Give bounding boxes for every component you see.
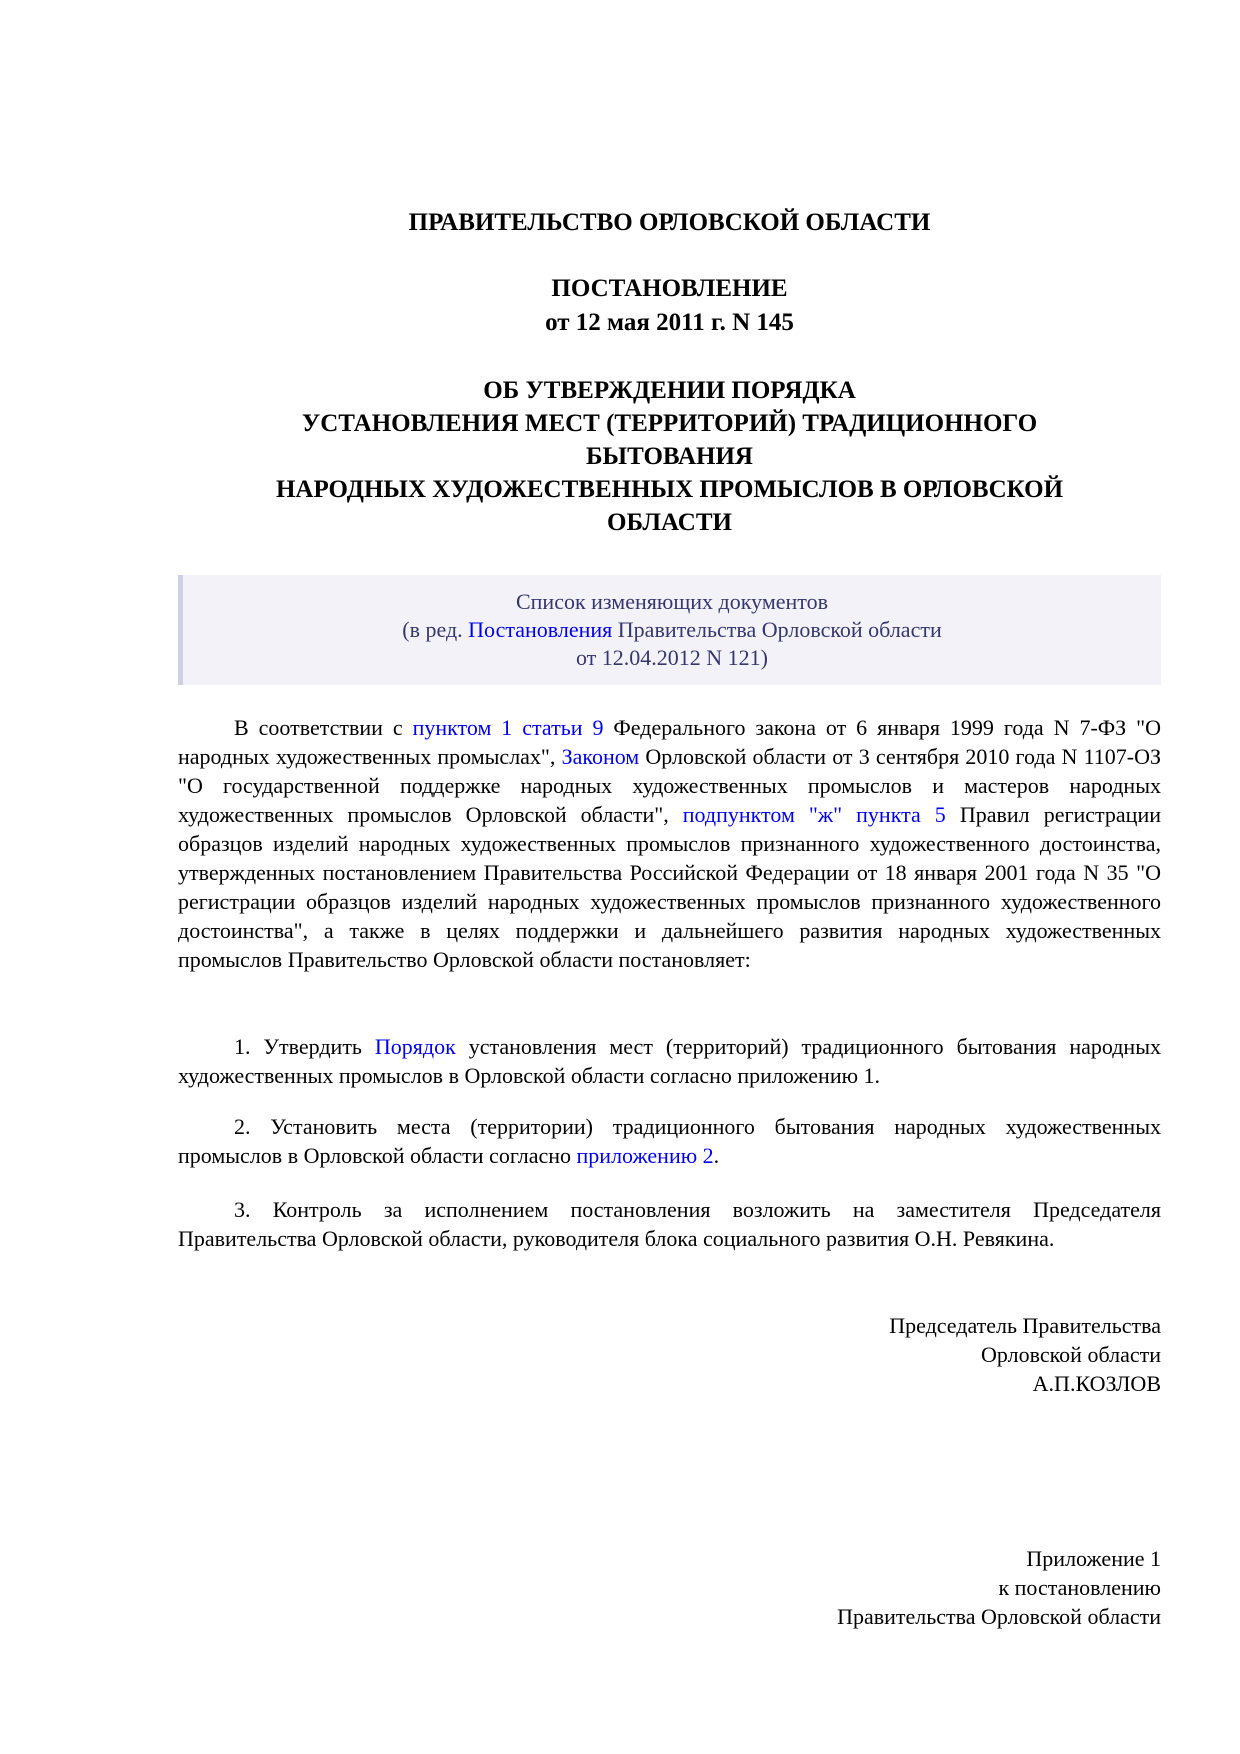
- changes-box: [178, 575, 1161, 685]
- appendix-header: [837, 1544, 1161, 1631]
- procedure-link[interactable]: Порядок: [374, 1034, 456, 1059]
- appendix-line: к постановлению: [998, 1575, 1161, 1600]
- regional-law-link[interactable]: Законом: [561, 744, 640, 769]
- appendix-2-link[interactable]: приложению 2: [576, 1143, 714, 1168]
- title-line: УСТАНОВЛЕНИЯ МЕСТ (ТЕРРИТОРИЙ) ТРАДИЦИОННОГО: [301, 410, 1038, 437]
- signature-name: А.П.КОЗЛОВ: [1032, 1371, 1161, 1396]
- preamble: [178, 713, 1161, 974]
- appendix-line: Правительства Орловской области: [837, 1604, 1161, 1629]
- text: .: [713, 1143, 720, 1168]
- text: 3. Контроль за исполнением постановления возложить на заместителя Председателя Правительства Орловской области, руководителя блока социального развития О.Н. Ревякина.: [178, 1197, 1161, 1251]
- text: Правил регистрации образцов изделий народных художественных промыслов признанного художественного достоинства, утвержденных постановлением Правительства Российской Федерации от 18 января 2001 года N 35 "О регистрации образцов изделий народных художественных промыслов признанного художественного достоинства", а также в целях поддержки и дальнейшего развития народных художественных промыслов Правительство Орловской области постановляет:: [178, 802, 1161, 972]
- signature-line: Орловской области: [981, 1342, 1161, 1367]
- item-2: [178, 1112, 1161, 1170]
- item-1: [178, 1032, 1161, 1090]
- amendment-link[interactable]: Постановления: [468, 617, 613, 642]
- text: 2. Установить места (территории) традиционного бытования народных художественных промыслов в Орловской области согласно: [178, 1114, 1161, 1168]
- text: В соответствии с: [234, 715, 413, 740]
- changes-date: от 12.04.2012 N 121): [575, 645, 769, 670]
- item-3: [178, 1195, 1161, 1253]
- title-line: ОБЛАСТИ: [607, 509, 732, 536]
- subparagraph-link[interactable]: подпунктом "ж" пункта 5: [682, 802, 946, 827]
- signature: [889, 1311, 1161, 1398]
- doc-date-number: от 12 мая 2011 г. N 145: [545, 309, 794, 336]
- text: (в ред.: [402, 617, 469, 642]
- text: Федерального закона от 6 января 1999 года N 7-ФЗ "О народных художественных промыслах",: [178, 715, 1161, 769]
- text: 1. Утвердить: [234, 1034, 375, 1059]
- text: Правительства Орловской области: [612, 617, 942, 642]
- title-line: НАРОДНЫХ ХУДОЖЕСТВЕННЫХ ПРОМЫСЛОВ В ОРЛОВСКОЙ: [275, 476, 1064, 503]
- signature-line: Председатель Правительства: [889, 1313, 1161, 1338]
- law-article-link[interactable]: пунктом 1 статьи 9: [412, 715, 604, 740]
- changes-title: Список изменяющих документов: [515, 589, 828, 614]
- doc-type: ПОСТАНОВЛЕНИЕ: [551, 275, 788, 302]
- doc-title: [178, 374, 1161, 539]
- text: Орловской области от 3 сентября 2010 года N 1107-ОЗ "О государственной поддержке народных художественных промыслов и мастеров народных художественных промыслов Орловской области",: [178, 744, 1162, 827]
- org-name: ПРАВИТЕЛЬСТВО ОРЛОВСКОЙ ОБЛАСТИ: [408, 209, 931, 236]
- title-line: ОБ УТВЕРЖДЕНИИ ПОРЯДКА: [483, 377, 856, 404]
- appendix-line: Приложение 1: [1026, 1546, 1161, 1571]
- title-line: БЫТОВАНИЯ: [586, 443, 753, 470]
- text: установления мест (территорий) традиционного бытования народных художественных промыслов в Орловской области согласно приложению 1.: [178, 1034, 1161, 1088]
